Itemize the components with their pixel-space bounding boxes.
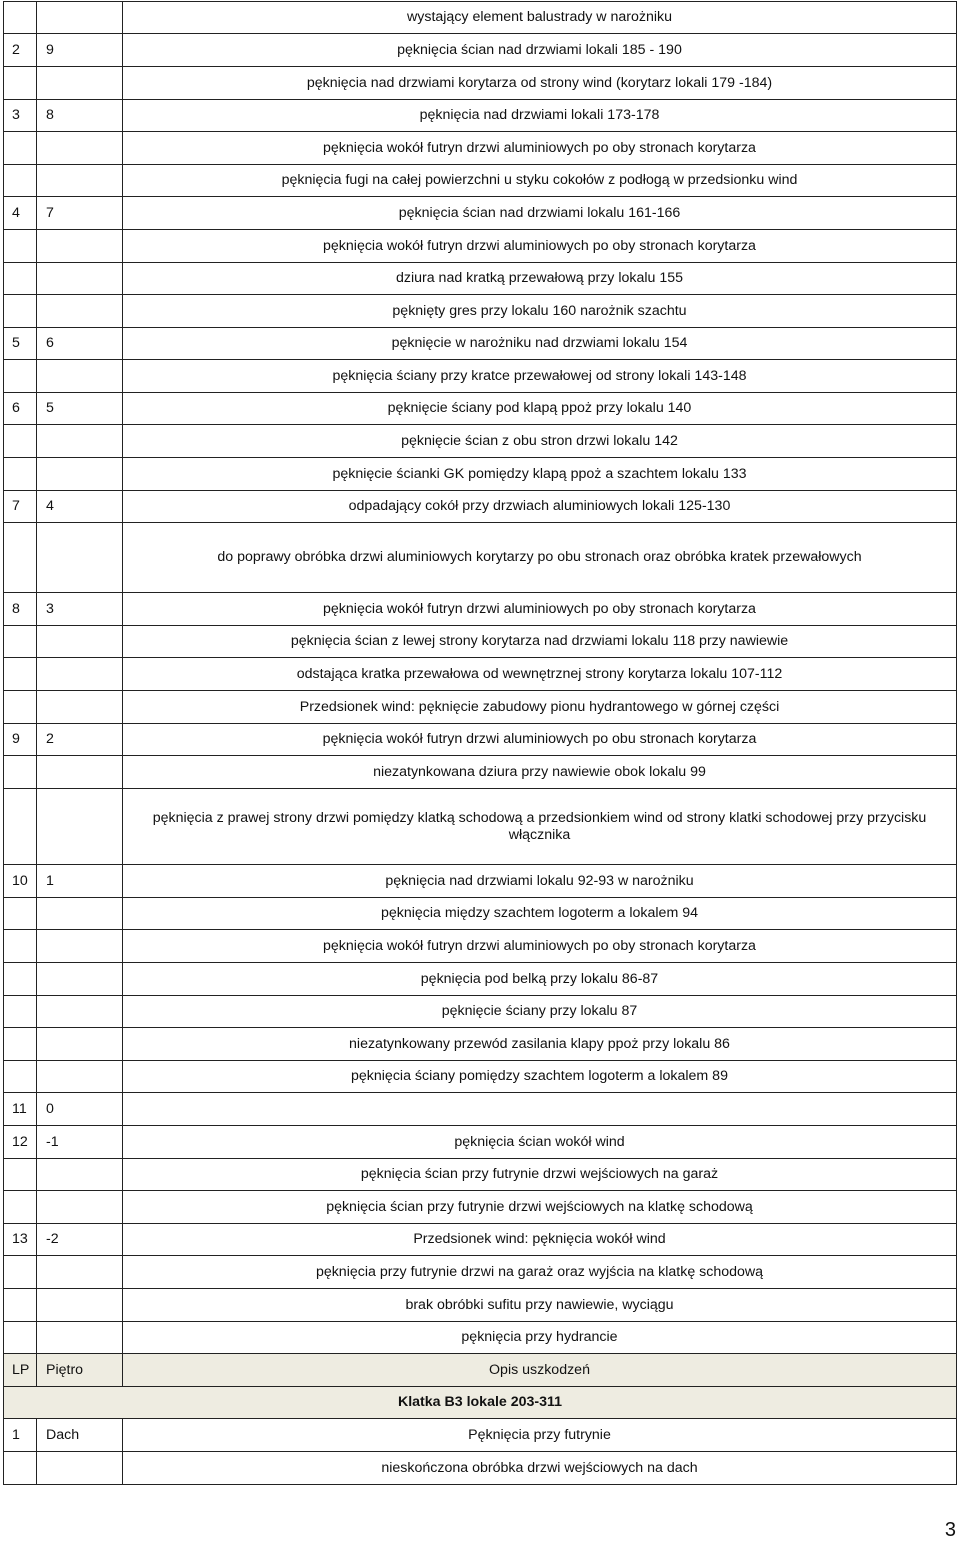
table-row bbox=[4, 963, 957, 996]
lp-cell bbox=[4, 1289, 37, 1322]
table-row bbox=[4, 458, 957, 491]
description-cell: pęknięcie ściany przy lokalu 87 bbox=[123, 996, 957, 1028]
table-row bbox=[4, 328, 957, 360]
floor-cell: 4 bbox=[37, 491, 123, 523]
table-row bbox=[4, 1452, 957, 1485]
floor-cell bbox=[37, 1159, 123, 1191]
lp-cell: 3 bbox=[4, 100, 37, 132]
lp-cell bbox=[4, 1191, 37, 1224]
lp-cell: 1 bbox=[4, 1419, 37, 1452]
table-row bbox=[4, 491, 957, 523]
lp-cell bbox=[4, 458, 37, 491]
lp-cell bbox=[4, 1256, 37, 1289]
table-row bbox=[4, 1061, 957, 1093]
table-row bbox=[4, 1256, 957, 1289]
description-cell: dziura nad kratką przewałową przy lokalu 155 bbox=[123, 263, 957, 295]
table-row bbox=[4, 996, 957, 1028]
lp-cell: 7 bbox=[4, 491, 37, 523]
description-cell: pęknięcie ścianki GK pomiędzy klapą ppoż a szachtem lokalu 133 bbox=[123, 458, 957, 491]
table-row bbox=[4, 2, 957, 34]
table-row bbox=[4, 626, 957, 658]
lp-cell bbox=[4, 67, 37, 100]
description-cell: pęknięcia ścian wokół wind bbox=[123, 1126, 957, 1159]
lp-cell bbox=[4, 230, 37, 263]
floor-cell bbox=[37, 1061, 123, 1093]
lp-cell bbox=[4, 132, 37, 165]
lp-cell bbox=[4, 1061, 37, 1093]
description-cell: wystający element balustrady w narożniku bbox=[123, 2, 957, 34]
floor-cell bbox=[37, 295, 123, 328]
table-row bbox=[4, 425, 957, 458]
description-cell: pęknięcie ściany pod klapą ppoż przy lokalu 140 bbox=[123, 393, 957, 425]
floor-cell: 6 bbox=[37, 328, 123, 360]
description-cell: pęknięcia wokół futryn drzwi aluminiowych po oby stronach korytarza bbox=[123, 930, 957, 963]
table-row bbox=[4, 1159, 957, 1191]
table-row bbox=[4, 724, 957, 756]
table-row bbox=[4, 658, 957, 691]
lp-cell bbox=[4, 691, 37, 724]
lp-cell: 10 bbox=[4, 865, 37, 898]
floor-cell bbox=[37, 1028, 123, 1061]
floor-cell bbox=[37, 523, 123, 593]
floor-cell bbox=[37, 360, 123, 393]
table-row bbox=[4, 295, 957, 328]
lp-cell: LP bbox=[4, 1354, 37, 1387]
table-row bbox=[4, 1126, 957, 1159]
lp-cell: 12 bbox=[4, 1126, 37, 1159]
section-title: Klatka B3 lokale 203-311 bbox=[4, 1387, 957, 1419]
lp-cell bbox=[4, 1452, 37, 1485]
damage-table bbox=[3, 1, 957, 1485]
table-row bbox=[4, 789, 957, 865]
lp-cell bbox=[4, 789, 37, 865]
floor-cell: Piętro bbox=[37, 1354, 123, 1387]
description-cell: Opis uszkodzeń bbox=[123, 1354, 957, 1387]
floor-cell bbox=[37, 658, 123, 691]
table-row bbox=[4, 67, 957, 100]
floor-cell bbox=[37, 789, 123, 865]
page-number: 3 bbox=[944, 1519, 956, 1541]
description-cell: pęknięcia nad drzwiami lokali 173-178 bbox=[123, 100, 957, 132]
description-cell: odstająca kratka przewałowa od wewnętrznej strony korytarza lokalu 107-112 bbox=[123, 658, 957, 691]
floor-cell bbox=[37, 458, 123, 491]
description-cell: pęknięcia wokół futryn drzwi aluminiowych po oby stronach korytarza bbox=[123, 593, 957, 626]
lp-cell bbox=[4, 425, 37, 458]
lp-cell bbox=[4, 295, 37, 328]
floor-cell: 5 bbox=[37, 393, 123, 425]
lp-cell: 2 bbox=[4, 34, 37, 67]
description-cell: niezatynkowany przewód zasilania klapy ppoż przy lokalu 86 bbox=[123, 1028, 957, 1061]
table-row bbox=[4, 1322, 957, 1354]
floor-cell bbox=[37, 756, 123, 789]
table-row bbox=[4, 1419, 957, 1452]
lp-cell bbox=[4, 626, 37, 658]
lp-cell: 13 bbox=[4, 1224, 37, 1256]
description-cell: pęknięcia ściany przy kratce przewałowej od strony lokali 143-148 bbox=[123, 360, 957, 393]
table-row bbox=[4, 593, 957, 626]
table-header-row bbox=[4, 1354, 957, 1387]
description-cell: odpadający cokół przy drzwiach aluminiowych lokali 125-130 bbox=[123, 491, 957, 523]
lp-cell bbox=[4, 658, 37, 691]
floor-cell bbox=[37, 230, 123, 263]
floor-cell bbox=[37, 67, 123, 100]
lp-cell bbox=[4, 263, 37, 295]
floor-cell bbox=[37, 963, 123, 996]
damage-table-body bbox=[4, 2, 957, 1485]
floor-cell bbox=[37, 132, 123, 165]
floor-cell: 3 bbox=[37, 593, 123, 626]
table-row bbox=[4, 263, 957, 295]
description-cell: pęknięcia ścian z lewej strony korytarza nad drzwiami lokalu 118 przy nawiewie bbox=[123, 626, 957, 658]
lp-cell bbox=[4, 2, 37, 34]
description-cell: pęknięcia nad drzwiami lokalu 92-93 w narożniku bbox=[123, 865, 957, 898]
floor-cell bbox=[37, 930, 123, 963]
floor-cell bbox=[37, 2, 123, 34]
lp-cell: 4 bbox=[4, 197, 37, 230]
lp-cell bbox=[4, 898, 37, 930]
description-cell: Przedsionek wind: pęknięcia wokół wind bbox=[123, 1224, 957, 1256]
description-cell: pęknięcia pod belką przy lokalu 86-87 bbox=[123, 963, 957, 996]
table-row bbox=[4, 691, 957, 724]
table-row bbox=[4, 360, 957, 393]
lp-cell: 5 bbox=[4, 328, 37, 360]
lp-cell bbox=[4, 1322, 37, 1354]
description-cell: pęknięcia ścian nad drzwiami lokali 185 - 190 bbox=[123, 34, 957, 67]
description-cell: pęknięcia wokół futryn drzwi aluminiowych po obu stronach korytarza bbox=[123, 724, 957, 756]
table-row bbox=[4, 1028, 957, 1061]
table-row bbox=[4, 34, 957, 67]
description-cell: niezatynkowana dziura przy nawiewie obok lokalu 99 bbox=[123, 756, 957, 789]
description-cell: brak obróbki sufitu przy nawiewie, wyciągu bbox=[123, 1289, 957, 1322]
lp-cell bbox=[4, 756, 37, 789]
description-cell: pęknięcia między szachtem logoterm a lokalem 94 bbox=[123, 898, 957, 930]
floor-cell bbox=[37, 165, 123, 197]
lp-cell bbox=[4, 930, 37, 963]
description-cell: pęknięcia wokół futryn drzwi aluminiowych po oby stronach korytarza bbox=[123, 230, 957, 263]
description-cell: pęknięcia nad drzwiami korytarza od strony wind (korytarz lokali 179 -184) bbox=[123, 67, 957, 100]
description-cell: pęknięty gres przy lokalu 160 narożnik szachtu bbox=[123, 295, 957, 328]
table-row bbox=[4, 100, 957, 132]
floor-cell bbox=[37, 1452, 123, 1485]
section-row bbox=[4, 1387, 957, 1419]
table-row bbox=[4, 1093, 957, 1126]
floor-cell: 1 bbox=[37, 865, 123, 898]
floor-cell bbox=[37, 898, 123, 930]
floor-cell bbox=[37, 1191, 123, 1224]
description-cell: pęknięcia ścian przy futrynie drzwi wejściowych na klatkę schodową bbox=[123, 1191, 957, 1224]
table-row bbox=[4, 865, 957, 898]
table-row bbox=[4, 756, 957, 789]
lp-cell: 8 bbox=[4, 593, 37, 626]
floor-cell: 7 bbox=[37, 197, 123, 230]
floor-cell bbox=[37, 425, 123, 458]
table-row bbox=[4, 165, 957, 197]
table-row bbox=[4, 1191, 957, 1224]
lp-cell bbox=[4, 165, 37, 197]
floor-cell: Dach bbox=[37, 1419, 123, 1452]
lp-cell bbox=[4, 963, 37, 996]
description-cell: pęknięcia przy futrynie drzwi na garaż oraz wyjścia na klatkę schodową bbox=[123, 1256, 957, 1289]
table-row bbox=[4, 898, 957, 930]
description-cell: Przedsionek wind: pęknięcie zabudowy pionu hydrantowego w górnej części bbox=[123, 691, 957, 724]
table-row bbox=[4, 393, 957, 425]
table-row bbox=[4, 1289, 957, 1322]
table-row bbox=[4, 1224, 957, 1256]
description-cell: pęknięcie ścian z obu stron drzwi lokalu 142 bbox=[123, 425, 957, 458]
description-cell: pęknięcia ścian nad drzwiami lokalu 161-166 bbox=[123, 197, 957, 230]
lp-cell bbox=[4, 360, 37, 393]
description-cell: pęknięcia wokół futryn drzwi aluminiowych po oby stronach korytarza bbox=[123, 132, 957, 165]
description-cell: pęknięcie w narożniku nad drzwiami lokalu 154 bbox=[123, 328, 957, 360]
description-cell: pęknięcia przy hydrancie bbox=[123, 1322, 957, 1354]
lp-cell: 11 bbox=[4, 1093, 37, 1126]
lp-cell bbox=[4, 996, 37, 1028]
description-cell: pęknięcia z prawej strony drzwi pomiędzy klatką schodową a przedsionkiem wind od strony klatki schodowej przy przycisku włącznika bbox=[123, 789, 957, 865]
floor-cell bbox=[37, 626, 123, 658]
floor-cell bbox=[37, 263, 123, 295]
floor-cell bbox=[37, 1256, 123, 1289]
description-cell bbox=[123, 1093, 957, 1126]
table-row bbox=[4, 523, 957, 593]
floor-cell: 9 bbox=[37, 34, 123, 67]
description-cell: pęknięcia ścian przy futrynie drzwi wejściowych na garaż bbox=[123, 1159, 957, 1191]
table-row bbox=[4, 197, 957, 230]
description-cell: nieskończona obróbka drzwi wejściowych na dach bbox=[123, 1452, 957, 1485]
description-cell: do poprawy obróbka drzwi aluminiowych korytarzy po obu stronach oraz obróbka kratek przewałowych bbox=[123, 523, 957, 593]
description-cell: pęknięcia fugi na całej powierzchni u styku cokołów z podłogą w przedsionku wind bbox=[123, 165, 957, 197]
table-row bbox=[4, 230, 957, 263]
description-cell: Pęknięcia przy futrynie bbox=[123, 1419, 957, 1452]
floor-cell: 8 bbox=[37, 100, 123, 132]
floor-cell: 2 bbox=[37, 724, 123, 756]
lp-cell: 9 bbox=[4, 724, 37, 756]
lp-cell bbox=[4, 523, 37, 593]
floor-cell: 0 bbox=[37, 1093, 123, 1126]
floor-cell bbox=[37, 691, 123, 724]
floor-cell bbox=[37, 996, 123, 1028]
table-row bbox=[4, 132, 957, 165]
floor-cell bbox=[37, 1289, 123, 1322]
table-row bbox=[4, 930, 957, 963]
floor-cell bbox=[37, 1322, 123, 1354]
lp-cell: 6 bbox=[4, 393, 37, 425]
description-cell: pęknięcia ściany pomiędzy szachtem logoterm a lokalem 89 bbox=[123, 1061, 957, 1093]
lp-cell bbox=[4, 1028, 37, 1061]
lp-cell bbox=[4, 1159, 37, 1191]
floor-cell: -2 bbox=[37, 1224, 123, 1256]
floor-cell: -1 bbox=[37, 1126, 123, 1159]
